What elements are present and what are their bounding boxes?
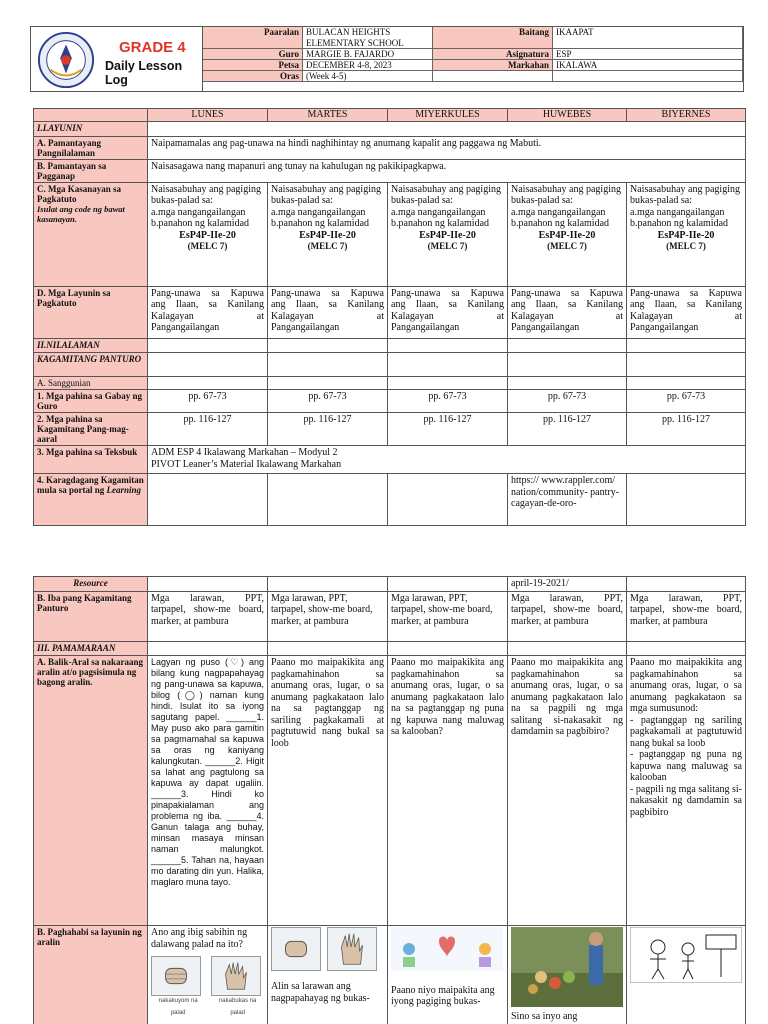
day-huwebes: HUWEBES xyxy=(508,109,627,122)
gabay-huwebes: pp. 67-73 xyxy=(508,390,627,413)
empty-cell xyxy=(627,377,746,390)
paghahabi-miyerkules-text: Paano niyo maipakita ang iyong pagiging bukas- xyxy=(391,984,495,1007)
row-label-gabay-guro: 1. Mga pahina sa Gabay ng Guro xyxy=(34,390,148,413)
kagamitan-huwebes: pp. 116-127 xyxy=(508,413,627,446)
row-label-paghahabi: B. Paghahabi sa layunin ng aralin xyxy=(34,926,148,1024)
empty-cell xyxy=(148,577,268,592)
field-label-markahan: Markahan xyxy=(433,60,553,71)
gabay-miyerkules: pp. 67-73 xyxy=(388,390,508,413)
kasanayan-code: EsP4P-IIe-20 xyxy=(299,229,356,241)
palad-images-small xyxy=(271,927,384,971)
header-fields xyxy=(203,27,743,91)
lesson-table-page2 xyxy=(33,576,746,1024)
kasanayan-text: Naisasabuhay ang pagiging bukas-palad sa: a.mga nangangailangan b.panahon ng kalamidad xyxy=(271,183,381,229)
empty-cell xyxy=(627,577,746,592)
empty-cell xyxy=(268,577,388,592)
layunin-biyernes: Pang-unawa sa Kapuwa ang Ilaan, sa Kanilang Kalagayan at Pangangailangan xyxy=(627,286,746,338)
empty-cell xyxy=(388,338,508,353)
log-title: Daily Lesson Log xyxy=(105,59,183,87)
empty-cell xyxy=(508,353,627,377)
empty-cell xyxy=(148,641,268,656)
teksbuk-text: ADM ESP 4 Ikalawang Markahan – Modyul 2 PIVOT Leaner’s Material Ikalawang Markahan xyxy=(148,446,746,474)
kasanayan-label: C. Mga Kasanayan sa Pagkatuto xyxy=(37,183,122,204)
empty-cell xyxy=(388,353,508,377)
layunin-martes: Pang-unawa sa Kapuwa ang Ilaan, sa Kanilang Kalagayan at Pangangailangan xyxy=(268,286,388,338)
day-biyernes: BIYERNES xyxy=(627,109,746,122)
closed-palm-image xyxy=(151,956,205,1019)
kagamitan2-lunes: Mga larawan, PPT, tarpapel, show-me board, marker, at pambura xyxy=(148,591,268,641)
empty-cell xyxy=(627,641,746,656)
kasanayan-huwebes xyxy=(508,182,627,286)
gabay-biyernes: pp. 67-73 xyxy=(627,390,746,413)
day-martes: MARTES xyxy=(268,109,388,122)
open-hand-icon xyxy=(327,927,377,971)
layunin-miyerkules: Pang-unawa sa Kapuwa ang Ilaan, sa Kanilang Kalagayan at Pangangailangan xyxy=(388,286,508,338)
closed-fist-icon xyxy=(151,956,201,996)
section-pamamaraan: III. PAMAMARAAN xyxy=(34,641,148,656)
empty-cell xyxy=(508,338,627,353)
kasanayan-text: Naisasabuhay ang pagiging bukas-palad sa: a.mga nangangailangan b.panahon ng kalamidad xyxy=(151,183,261,229)
resource-link-continued[interactable]: april-19-2021/ xyxy=(508,577,627,592)
paghahabi-question: Ano ang ibig sabihin ng dalawang palad na ito? xyxy=(151,927,248,950)
paghahabi-huwebes xyxy=(508,926,627,1024)
day-header-row xyxy=(34,109,746,122)
field-value-oras: (Week 4-5) xyxy=(303,71,433,82)
empty-cell xyxy=(388,474,508,526)
open-hand-icon xyxy=(211,956,261,996)
row-label-sanggunian: A. Sanggunian xyxy=(34,377,148,390)
field-label-paaralan: Paaralan xyxy=(203,27,303,49)
row-label-resource: Resource xyxy=(34,577,148,592)
field-value-markahan: IKALAWA xyxy=(553,60,743,71)
lesson-log-header xyxy=(30,26,744,92)
paghahabi-miyerkules xyxy=(388,926,508,1024)
helping-hands-illustration-icon xyxy=(391,927,503,971)
layunin-lunes: Pang-unawa sa Kapuwa ang Ilaan, sa Kanilang Kalagayan at Pangangailangan xyxy=(148,286,268,338)
section-kagamitan: KAGAMITANG PANTURO xyxy=(34,353,148,377)
kasanayan-text: Naisasabuhay ang pagiging bukas-palad sa: a.mga nangangailangan b.panahon ng kalamidad xyxy=(511,183,621,229)
field-label-oras: Oras xyxy=(203,71,303,82)
balik-miyerkules: Paano mo maipakikita ang pagkamahinahon sa anumang oras, lugar, o sa anumang pagkakataon lalo na sa pagtanggap ng puna ng kapuwa nang maluwag sa kalooban? xyxy=(388,656,508,926)
balik-biyernes: Paano mo maipakikita ang pagkamahinahon sa anumang oras, lugar, o sa anumang pagkakataon sa mga sumusunod: - pagtanggap ng sariling pagkakamali at pagtutuwid nang bukal sa loob - pagtanggap ng puna ng kapuwa nang maluwag sa kalooban - pagpili ng mga salitang si-nakasakit ng damdamin sa pagbibiro xyxy=(627,656,746,926)
empty-cell xyxy=(268,377,388,390)
kasanayan-melc: (MELC 7) xyxy=(666,241,706,251)
kasanayan-code: EsP4P-IIe-20 xyxy=(538,229,596,241)
day-miyerkules: MIYERKULES xyxy=(388,109,508,122)
pamantayan-pagganap-text: Naisasagawa nang mapanuri ang tunay na kahulugan ng pakikipagkapwa. xyxy=(148,159,746,182)
pamantayang-pangnilalaman-text: Naipamamalas ang pag-unawa na hindi naghihintay ng anumang kapalit ang paggawa ng Mabuti. xyxy=(148,136,746,159)
field-value-asignatura: ESP xyxy=(553,49,743,60)
gabay-martes: pp. 67-73 xyxy=(268,390,388,413)
section-nilalaman: II.NILALAMAN xyxy=(34,338,148,353)
kasanayan-text: Naisasabuhay ang pagiging bukas-palad sa: a.mga nangangailangan b.panahon ng kalamidad xyxy=(391,183,501,229)
cartoon-scene-icon xyxy=(630,927,742,983)
corner-cell xyxy=(34,109,148,122)
empty-cell xyxy=(508,641,627,656)
kasanayan-note: Isulat ang code ng bawat kasanayan. xyxy=(37,203,125,224)
kasanayan-melc: (MELC 7) xyxy=(307,241,348,251)
paghahabi-martes xyxy=(268,926,388,1024)
field-value-baitang: IKAAPAT xyxy=(553,27,743,49)
karagdagang-label-learning: Learning xyxy=(106,485,142,495)
empty-cell xyxy=(268,641,388,656)
empty-cell xyxy=(388,577,508,592)
closed-palm-caption: nakakuyom na palad xyxy=(158,998,198,1016)
kagamitan2-huwebes: Mga larawan, PPT, tarpapel, show-me board, marker, at pambura xyxy=(508,591,627,641)
open-palm-caption: nakabukas na palad xyxy=(218,998,257,1016)
palad-images xyxy=(151,956,264,1019)
kagamitan-biyernes: pp. 116-127 xyxy=(627,413,746,446)
field-label-asignatura: Asignatura xyxy=(433,49,553,60)
gabay-lunes: pp. 67-73 xyxy=(148,390,268,413)
field-value-guro: MARGIE B. FAJARDO xyxy=(303,49,433,60)
kasanayan-martes xyxy=(268,182,388,286)
open-palm-image xyxy=(211,956,264,1019)
karagdagang-label: 4. Karagdagang Kagamitan mula sa portal ng xyxy=(37,475,144,495)
empty-cell xyxy=(627,338,746,353)
row-label-layunin-pagkatuto: D. Mga Layunin sa Pagkatuto xyxy=(34,286,148,338)
field-label-petsa: Petsa xyxy=(203,60,303,71)
field-empty xyxy=(433,71,553,82)
rappler-link[interactable]: https:// www.rappler.com/ nation/community- pantry-cagayan-de-oro- xyxy=(508,474,627,526)
paghahabi-martes-text: Alin sa larawan ang nagpapahayag ng bukas- xyxy=(271,981,370,1004)
empty-cell xyxy=(148,122,746,137)
field-label-baitang: Baitang xyxy=(433,27,553,49)
kasanayan-biyernes xyxy=(627,182,746,286)
empty-cell xyxy=(627,353,746,377)
field-value-petsa: DECEMBER 4-8, 2023 xyxy=(303,60,433,71)
kagamitan2-biyernes: Mga larawan, PPT, tarpapel, show-me board, marker, at pambura xyxy=(627,591,746,641)
row-label-iba-pang-kagamitan: B. Iba pang Kagamitang Panturo xyxy=(34,591,148,641)
empty-cell xyxy=(268,353,388,377)
kasanayan-melc: (MELC 7) xyxy=(427,241,468,251)
empty-cell xyxy=(508,377,627,390)
kasanayan-lunes xyxy=(148,182,268,286)
row-label-pamantayang-pangnilalaman: A. Pamantayang Pangnilalaman xyxy=(34,136,148,159)
empty-cell xyxy=(627,474,746,526)
community-pantry-photo-icon xyxy=(511,927,623,1007)
row-label-pamantayan-pagganap: B. Pamantayan sa Pagganap xyxy=(34,159,148,182)
kasanayan-melc: (MELC 7) xyxy=(547,241,587,251)
paghahabi-huwebes-text: Sino sa inyo ang xyxy=(511,1010,578,1022)
balik-martes: Paano mo maipakikita ang pagkamahinahon sa anumang oras, lugar, o sa anumang pagkakataon lalo na sa pagtanggap ng sariling pagkakamali at pagtutuwid nang bukal sa loob xyxy=(268,656,388,926)
empty-cell xyxy=(148,338,268,353)
kagamitan2-miyerkules: Mga larawan, PPT, tarpapel, show-me board, marker, at pambura xyxy=(388,591,508,641)
header-branding xyxy=(31,27,203,91)
empty-cell xyxy=(388,641,508,656)
kasanayan-code: EsP4P-IIe-20 xyxy=(179,229,236,241)
balik-huwebes: Paano mo maipakikita ang pagkamahinahon sa anumang oras, lugar, o sa anumang pagkakataon lalo na sa pagpili ng mga salitang si-nakasakit ng damdamin sa pagbibiro? xyxy=(508,656,627,926)
kasanayan-code: EsP4P-IIe-20 xyxy=(657,229,715,241)
kagamitan-miyerkules: pp. 116-127 xyxy=(388,413,508,446)
row-label-kasanayan xyxy=(34,182,148,286)
field-value-paaralan: BULACAN HEIGHTS ELEMENTARY SCHOOL xyxy=(303,27,433,49)
row-label-teksbuk: 3. Mga pahina sa Teksbuk xyxy=(34,446,148,474)
section-layunin: I.LAYUNIN xyxy=(34,122,148,137)
layunin-huwebes: Pang-unawa sa Kapuwa ang Ilaan, sa Kanilang Kalagayan at Pangangailangan xyxy=(508,286,627,338)
empty-cell xyxy=(268,338,388,353)
row-label-karagdagang-kagamitan xyxy=(34,474,148,526)
row-label-balik-aral: A. Balik-Aral sa nakaraang aralin at/o pagsisimula ng bagong aralin. xyxy=(34,656,148,926)
empty-cell xyxy=(148,474,268,526)
closed-fist-icon xyxy=(271,927,321,971)
grade-title: GRADE 4 xyxy=(119,39,186,56)
kasanayan-code: EsP4P-IIe-20 xyxy=(419,229,476,241)
kasanayan-melc: (MELC 7) xyxy=(187,241,228,251)
field-empty xyxy=(553,71,743,82)
row-label-kagamitang-mag-aaral: 2. Mga pahina sa Kagamitang Pang-mag-aaral xyxy=(34,413,148,446)
kasanayan-text: Naisasabuhay ang pagiging bukas-palad sa: a.mga nangangailangan b.panahon ng kalamidad xyxy=(630,183,740,229)
empty-cell xyxy=(388,377,508,390)
paghahabi-lunes xyxy=(148,926,268,1024)
field-label-guro: Guro xyxy=(203,49,303,60)
day-lunes: LUNES xyxy=(148,109,268,122)
balik-lunes: Lagyan ng puso (♡) ang bilang kung nagpapahayag ng pang-unawa sa kapuwa, bilog (◯) naman kung hindi. Isulat ito sa iyong sagutang papel. ______1. May puso ako para gamitin sa pagmamahal sa kapuwa sa oras ng kaniyang kalungkutan. ______2. Higit sa lahat ang pagtulong sa kapuwa ay dapat ugaliin. ______3. Hindi ko pinapakialaman ang problema ng iba. ______4. Ganun talaga ang buhay, minsan masaya minsan naman malungkot. ______5. Tahan na, hayaan mo darating din yun. Halika, maglaro muna tayo. xyxy=(148,656,268,926)
kagamitan-martes: pp. 116-127 xyxy=(268,413,388,446)
kagamitan2-martes: Mga larawan, PPT, tarpapel, show-me board, marker, at pambura xyxy=(268,591,388,641)
kasanayan-miyerkules xyxy=(388,182,508,286)
lesson-table-page1 xyxy=(33,108,746,526)
paghahabi-biyernes xyxy=(627,926,746,1024)
empty-cell xyxy=(268,474,388,526)
kagamitan-lunes: pp. 116-127 xyxy=(148,413,268,446)
deped-seal-icon xyxy=(37,31,95,89)
empty-cell xyxy=(148,353,268,377)
empty-cell xyxy=(148,377,268,390)
